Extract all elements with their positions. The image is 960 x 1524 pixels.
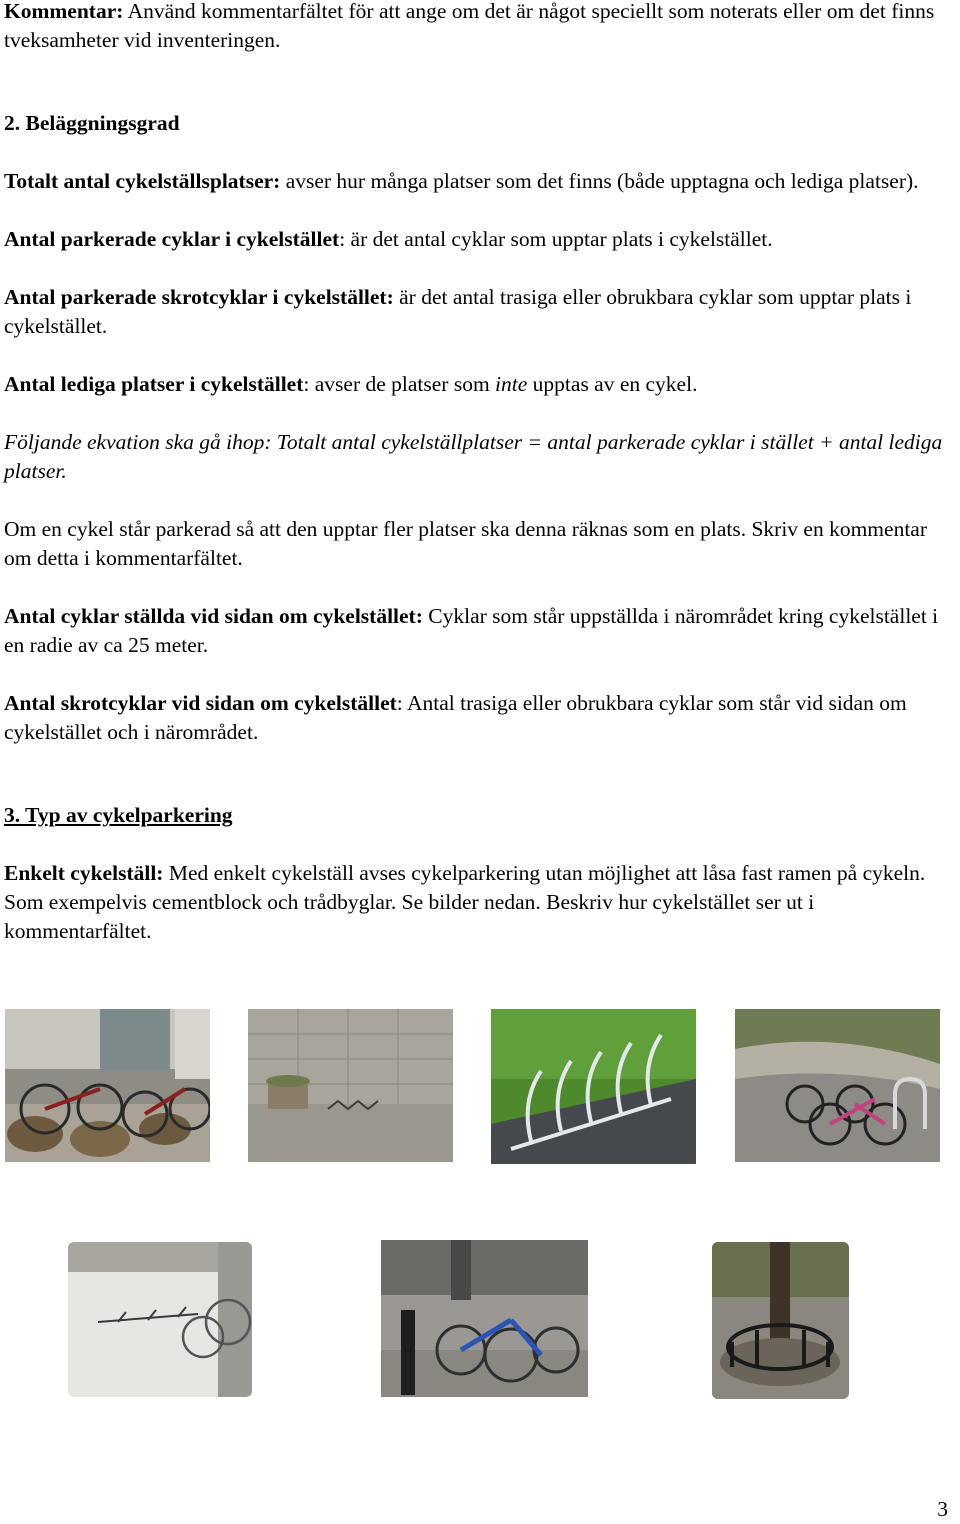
kommentar-paragraph [4, 0, 949, 55]
wall-mounted-rack-photo [68, 1242, 252, 1397]
vid-sidan-paragraph: Antal cyklar ställda vid sidan om cykelstället: Cyklar som står uppställda i närområdet kring cykelstället i en radie av ca 25 meter. [4, 604, 939, 657]
hoop-rack-with-bikes-photo [735, 1009, 940, 1162]
vid-sidan-label: Antal cyklar ställda vid sidan om cykelstället: [4, 604, 423, 628]
totalt-paragraph: Totalt antal cykelställsplatser: avser hur många platser som det finns (både upptagna och lediga platser). [4, 169, 919, 193]
bikes-at-pole-rack-photo [381, 1240, 588, 1397]
parkerade-paragraph: Antal parkerade cyklar i cykelstället: är det antal cyklar som upptar plats i cykelstället. [4, 227, 773, 251]
document-page [4, 0, 949, 946]
lediga-paragraph: Antal lediga platser i cykelstället: avser de platser som inte upptas av en cykel. [4, 372, 698, 396]
enkelt-paragraph: Enkelt cykelställ: Med enkelt cykelställ avses cykelparkering utan möjlighet att låsa fast ramen på cykeln. Som exempelvis cementblock och trådbyglar. Se bilder nedan. Beskriv hur cykelstället ser ut i kommentarfältet. [4, 861, 926, 943]
section3-heading: 3. Typ av cykelparkering [4, 803, 233, 827]
page-number: 3 [937, 1497, 948, 1521]
skrot-label: Antal parkerade skrotcyklar i cykelstället: [4, 285, 394, 309]
tree-ring-bike-rack-photo [712, 1242, 849, 1399]
kommentar-label: Kommentar: [4, 0, 124, 23]
skrot-sidan-paragraph: Antal skrotcyklar vid sidan om cykelstället: Antal trasiga eller obrukbara cyklar som står vid sidan om cykelstället och i närområdet. [4, 691, 907, 744]
enkelt-label: Enkelt cykelställ: [4, 861, 164, 885]
totalt-label: Totalt antal cykelställsplatser: [4, 169, 281, 193]
section2-heading: 2. Beläggningsgrad [4, 111, 180, 135]
parkerade-label: Antal parkerade cyklar i cykelstället [4, 227, 340, 251]
galvanized-wire-rack-on-grass-photo [491, 1009, 696, 1164]
skrot-sidan-label: Antal skrotcyklar vid sidan om cykelstället [4, 691, 397, 715]
lediga-label: Antal lediga platser i cykelstället [4, 372, 304, 396]
cement-block-bike-rack-photo [5, 1009, 210, 1162]
kommentar-text: Använd kommentarfältet för att ange om det är något speciellt som noterats eller om det finns tveksamheter vid inventeringen. [4, 0, 935, 52]
ekvation-paragraph: Följande ekvation ska gå ihop: Totalt antal cykelställplatser = antal parkerade cyklar i stället + antal lediga platser. [4, 430, 943, 483]
om-en-cykel-paragraph: Om en cykel står parkerad så att den upptar fler platser ska denna räknas som en plats. Skriv en kommentar om detta i kommentarfältet. [4, 517, 927, 570]
small-wire-rack-by-building-photo [248, 1009, 453, 1162]
skrot-paragraph: Antal parkerade skrotcyklar i cykelstället: är det antal trasiga eller obrukbara cyklar som upptar plats i cykelstället. [4, 285, 912, 338]
